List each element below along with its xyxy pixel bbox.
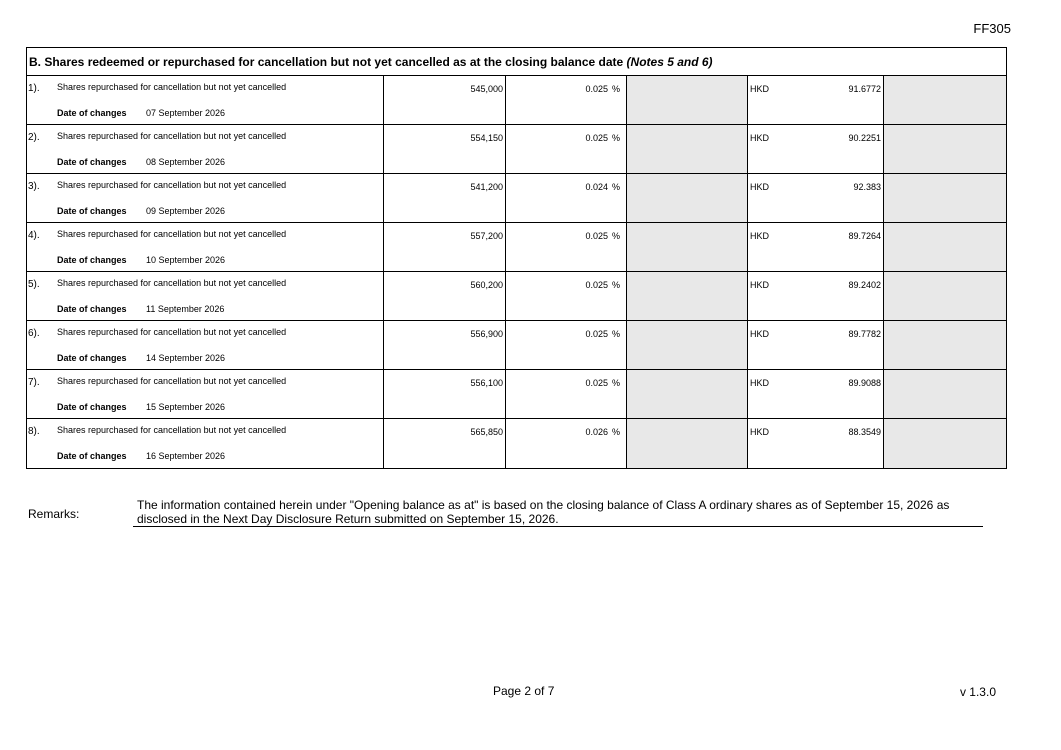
shaded-cell (627, 272, 748, 320)
shares-repurchased-table (26, 47, 1007, 469)
percent-value-wrap (585, 378, 620, 388)
description-cell (27, 125, 384, 173)
entry-number: 2). (28, 132, 40, 143)
entry-description: Shares repurchased for cancellation but not yet cancelled (57, 229, 287, 239)
entry-description: Shares repurchased for cancellation but not yet cancelled (57, 425, 287, 435)
shaded-cell (627, 125, 748, 173)
entry-description: Shares repurchased for cancellation but not yet cancelled (57, 278, 287, 288)
percent-cell (506, 321, 627, 369)
shaded-cell (627, 174, 748, 222)
description-cell (27, 370, 384, 418)
shaded-cell (627, 321, 748, 369)
remarks-text: The information contained herein under "Opening balance as at" is based on the closing balance of Class A ordinary shares as of September 15, 2026 as disclosed in the Next Day Disclosure Return submitted on September 15, 2026. (133, 498, 983, 527)
date-of-changes-value: 16 September 2026 (146, 451, 226, 461)
entry-number: 8). (28, 426, 40, 437)
price-value: 89.7782 (848, 329, 881, 339)
entry-number: 5). (28, 279, 40, 290)
percent-value: 0.025 (585, 231, 608, 241)
percent-cell (506, 125, 627, 173)
shares-cell (384, 76, 506, 124)
price-cell (748, 370, 884, 418)
section-title-notes: (Notes 5 and 6) (626, 55, 713, 69)
shaded-cell (884, 125, 1006, 173)
entry-description: Shares repurchased for cancellation but not yet cancelled (57, 180, 287, 190)
currency-value: HKD (750, 182, 770, 192)
percent-value: 0.025 (585, 133, 608, 143)
table-row (27, 76, 1006, 125)
shares-cell (384, 419, 506, 468)
currency-value: HKD (750, 84, 770, 94)
date-of-changes-value: 11 September 2026 (146, 304, 225, 314)
description-cell (27, 321, 384, 369)
percent-value-wrap (585, 427, 620, 437)
shares-value: 560,200 (470, 280, 503, 290)
price-value: 90.2251 (848, 133, 881, 143)
percent-sign: % (611, 231, 620, 241)
shaded-cell (884, 321, 1006, 369)
shares-value: 557,200 (470, 231, 503, 241)
percent-sign: % (611, 329, 620, 339)
form-code: FF305 (973, 21, 1011, 36)
description-cell (27, 76, 384, 124)
date-of-changes-label: Date of changes (57, 206, 127, 216)
percent-sign: % (611, 182, 620, 192)
currency-value: HKD (750, 378, 770, 388)
table-row (27, 321, 1006, 370)
page-number: Page 2 of 7 (493, 684, 555, 698)
date-of-changes-label: Date of changes (57, 451, 127, 461)
shaded-cell (627, 370, 748, 418)
shares-value: 541,200 (470, 182, 503, 192)
price-value: 88.3549 (848, 427, 881, 437)
version-label: v 1.3.0 (959, 685, 996, 699)
price-value: 89.7264 (848, 231, 881, 241)
date-of-changes-label: Date of changes (57, 255, 127, 265)
shares-cell (384, 272, 506, 320)
shares-value: 565,850 (470, 427, 503, 437)
entry-description: Shares repurchased for cancellation but not yet cancelled (57, 131, 287, 141)
shaded-cell (884, 174, 1006, 222)
price-cell (748, 272, 884, 320)
section-title (27, 48, 1006, 76)
price-cell (748, 419, 884, 468)
entry-description: Shares repurchased for cancellation but not yet cancelled (57, 82, 287, 92)
date-of-changes-value: 14 September 2026 (146, 353, 226, 363)
shares-cell (384, 125, 506, 173)
shares-cell (384, 321, 506, 369)
percent-value: 0.025 (585, 84, 608, 94)
percent-value: 0.026 (585, 427, 608, 437)
percent-value: 0.025 (585, 378, 608, 388)
description-cell (27, 174, 384, 222)
percent-value-wrap (585, 280, 620, 290)
percent-value: 0.024 (585, 182, 608, 192)
percent-cell (506, 223, 627, 271)
percent-cell (506, 174, 627, 222)
shares-value: 556,100 (470, 378, 503, 388)
date-of-changes-value: 10 September 2026 (146, 255, 226, 265)
price-cell (748, 76, 884, 124)
shaded-cell (627, 76, 748, 124)
description-cell (27, 419, 384, 468)
table-row (27, 370, 1006, 419)
percent-sign: % (611, 133, 620, 143)
date-of-changes-value: 09 September 2026 (146, 206, 226, 216)
currency-value: HKD (750, 231, 770, 241)
table-row (27, 223, 1006, 272)
price-value: 92.383 (853, 182, 881, 192)
shares-cell (384, 174, 506, 222)
percent-value-wrap (585, 84, 620, 94)
entry-number: 4). (28, 230, 40, 241)
shaded-cell (884, 76, 1006, 124)
date-of-changes-label: Date of changes (57, 402, 127, 412)
description-cell (27, 272, 384, 320)
price-cell (748, 321, 884, 369)
percent-value-wrap (585, 182, 620, 192)
percent-value-wrap (585, 133, 620, 143)
currency-value: HKD (750, 280, 770, 290)
price-value: 91.6772 (848, 84, 881, 94)
percent-value: 0.025 (585, 329, 608, 339)
section-title-text: B. Shares redeemed or repurchased for cancellation but not yet cancelled as at the closing balance date (29, 55, 624, 69)
percent-cell (506, 76, 627, 124)
shares-cell (384, 370, 506, 418)
entry-number: 3). (28, 181, 40, 192)
date-of-changes-value: 08 September 2026 (146, 157, 226, 167)
shares-value: 556,900 (470, 329, 503, 339)
shaded-cell (884, 223, 1006, 271)
date-of-changes-label: Date of changes (57, 157, 127, 167)
entries-list (27, 76, 1006, 468)
percent-sign: % (611, 378, 620, 388)
percent-cell (506, 370, 627, 418)
shaded-cell (884, 370, 1006, 418)
entry-number: 1). (28, 83, 40, 94)
currency-value: HKD (750, 133, 770, 143)
shaded-cell (884, 419, 1006, 468)
percent-sign: % (611, 280, 620, 290)
date-of-changes-label: Date of changes (57, 108, 127, 118)
price-cell (748, 174, 884, 222)
shares-value: 545,000 (470, 84, 503, 94)
price-value: 89.2402 (848, 280, 881, 290)
date-of-changes-value: 15 September 2026 (146, 402, 226, 412)
shares-value: 554,150 (470, 133, 503, 143)
entry-number: 6). (28, 328, 40, 339)
price-cell (748, 125, 884, 173)
table-row (27, 272, 1006, 321)
shares-cell (384, 223, 506, 271)
shaded-cell (627, 223, 748, 271)
entry-description: Shares repurchased for cancellation but not yet cancelled (57, 327, 287, 337)
percent-value: 0.025 (585, 280, 608, 290)
shaded-cell (884, 272, 1006, 320)
table-row (27, 174, 1006, 223)
currency-value: HKD (750, 427, 770, 437)
shaded-cell (627, 419, 748, 468)
percent-cell (506, 272, 627, 320)
currency-value: HKD (750, 329, 770, 339)
date-of-changes-label: Date of changes (57, 304, 127, 314)
table-row (27, 125, 1006, 174)
date-of-changes-value: 07 September 2026 (146, 108, 226, 118)
date-of-changes-label: Date of changes (57, 353, 127, 363)
remarks-label: Remarks: (28, 507, 80, 521)
table-row (27, 419, 1006, 468)
percent-cell (506, 419, 627, 468)
description-cell (27, 223, 384, 271)
entry-description: Shares repurchased for cancellation but not yet cancelled (57, 376, 287, 386)
entry-number: 7). (28, 377, 40, 388)
percent-value-wrap (585, 329, 620, 339)
percent-sign: % (611, 84, 620, 94)
percent-value-wrap (585, 231, 620, 241)
price-cell (748, 223, 884, 271)
price-value: 89.9088 (848, 378, 881, 388)
percent-sign: % (611, 427, 620, 437)
